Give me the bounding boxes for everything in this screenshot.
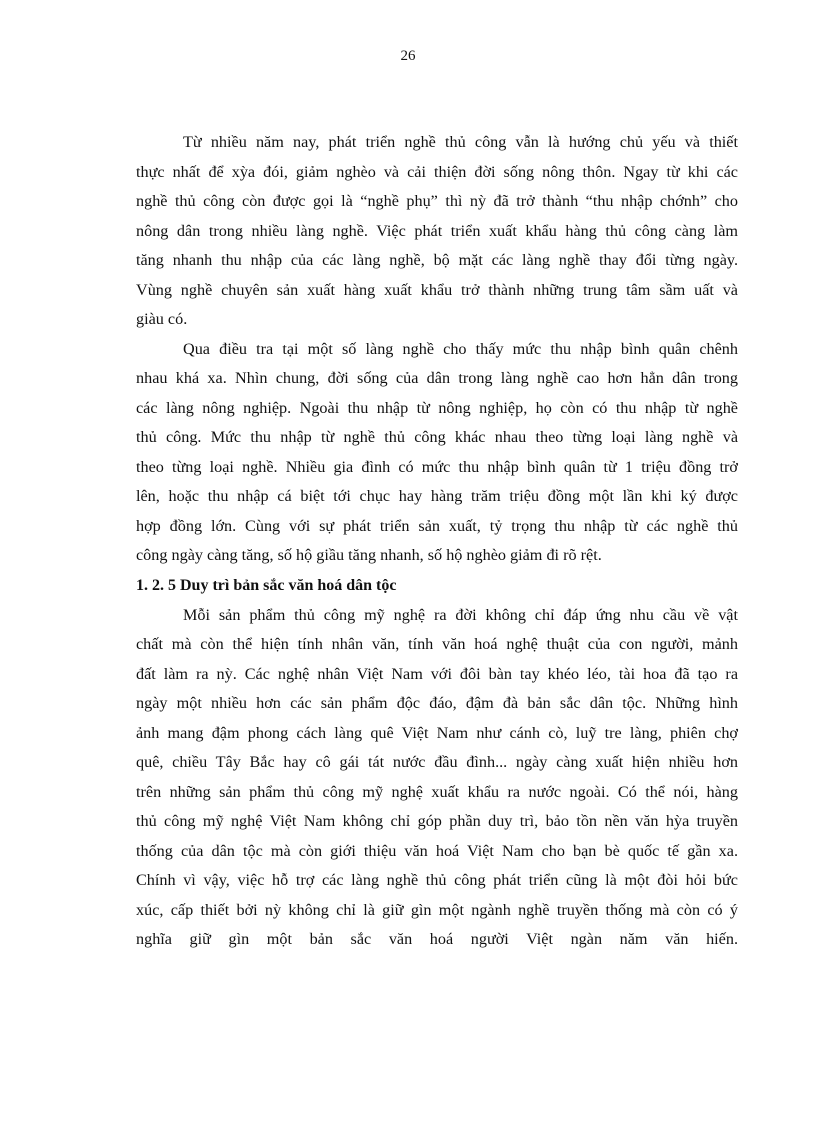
text-line: thủ công. Mức thu nhập từ nghề thủ công khác nhau theo từng loại làng nghề và [136, 428, 738, 446]
text-line: trên những sản phẩm thủ công mỹ nghệ xuất khẩu ra nước ngoài. Có thể nói, hàng [136, 782, 738, 801]
text-line: thực nhất để xỳa đói, giảm nghèo và cải thiện đời sống nông thôn. Ngay từ khi các [136, 162, 738, 181]
text-line: nghĩa giữ gìn một bản sắc văn hoá người Việt ngàn năm văn hiến. [136, 930, 738, 948]
paragraph-1 [136, 128, 738, 335]
text-line: lên, hoặc thu nhập cá biệt tới chục hay hàng trăm triệu đồng một lần khi ký được [136, 487, 738, 505]
text-line: Từ nhiều năm nay, phát triển nghề thủ công vẫn là hướng chủ yếu và thiết [183, 133, 738, 151]
paragraph-3 [136, 601, 738, 955]
text-line: thủ công mỹ nghệ Việt Nam không chỉ góp phần duy trì, bảo tồn nền văn hỳa truyền [136, 812, 738, 830]
text-line: Mỗi sản phẩm thủ công mỹ nghệ ra đời không chỉ đáp ứng nhu cầu về vật [183, 605, 738, 624]
text-line: nông dân trong nhiều làng nghề. Việc phát triển xuất khẩu hàng thủ công càng làm [136, 221, 738, 240]
text-line: quê, chiều Tây Bắc hay cô gái tát nước đầu đình... ngày càng xuất hiện nhiều hơn [136, 753, 738, 771]
text-line: tăng nhanh thu nhập của các làng nghề, bộ mặt các làng nghề thay đổi từng ngày. [136, 251, 738, 269]
text-line: các làng nông nghiệp. Ngoài thu nhập từ nông nghiệp, họ còn có thu nhập từ nghề [136, 398, 738, 417]
text-line: thống của dân tộc mà còn giới thiệu văn hoá Việt Nam cho bạn bè quốc tế gần xa. [136, 841, 738, 860]
text-line: Qua điều tra tại một số làng nghề cho thấy mức thu nhập bình quân chênh [183, 339, 738, 358]
text-line: theo từng loại nghề. Nhiều gia đình có mức thu nhập bình quân từ 1 triệu đồng trở [136, 457, 738, 476]
text-line: Chính vì vậy, việc hỗ trợ các làng nghề thủ công phát triển cũng là một đòi hỏi bức [136, 871, 738, 889]
text-line: nhau khá xa. Nhìn chung, đời sống của dân trong làng nghề cao hơn hẳn dân trong [136, 369, 738, 387]
text-line: xúc, cấp thiết bởi nỳ không chỉ là giữ gìn một ngành nghề truyền thống mà còn có ý [136, 900, 738, 919]
text-line: ảnh mang đậm phong cách làng quê Việt Nam như cánh cò, luỹ tre làng, phiên chợ [136, 723, 738, 742]
text-line: hợp đồng lớn. Cùng với sự phát triển sản xuất, tỷ trọng thu nhập từ các nghề thủ [136, 516, 738, 535]
section-heading: 1. 2. 5 Duy trì bản sắc văn hoá dân tộc [136, 576, 397, 594]
paragraph-2 [136, 335, 738, 571]
text-line: giàu có. [136, 310, 188, 328]
text-line: chất mà còn thể hiện tính nhân văn, tính văn hoá nghệ thuật của con người, mảnh [136, 635, 738, 653]
text-line: công ngày càng tăng, số hộ giầu tăng nhanh, số hộ nghèo giảm đi rõ rệt. [136, 546, 602, 564]
page-number: 26 [400, 48, 416, 64]
text-line: đất làm ra nỳ. Các nghệ nhân Việt Nam với đôi bàn tay khéo léo, tài hoa đã tạo ra [136, 664, 738, 683]
text-line: nghề thủ công còn được gọi là “nghề phụ” thì nỳ đã trở thành “thu nhập chớnh” cho [136, 192, 738, 210]
text-line: ngày một nhiều hơn các sản phẩm độc đáo, đậm đà bản sắc dân tộc. Những hình [136, 694, 738, 712]
document-body [136, 128, 738, 955]
text-line: Vùng nghề chuyên sản xuất hàng xuất khẩu trở thành những trung tâm sầm uất và [136, 280, 738, 299]
